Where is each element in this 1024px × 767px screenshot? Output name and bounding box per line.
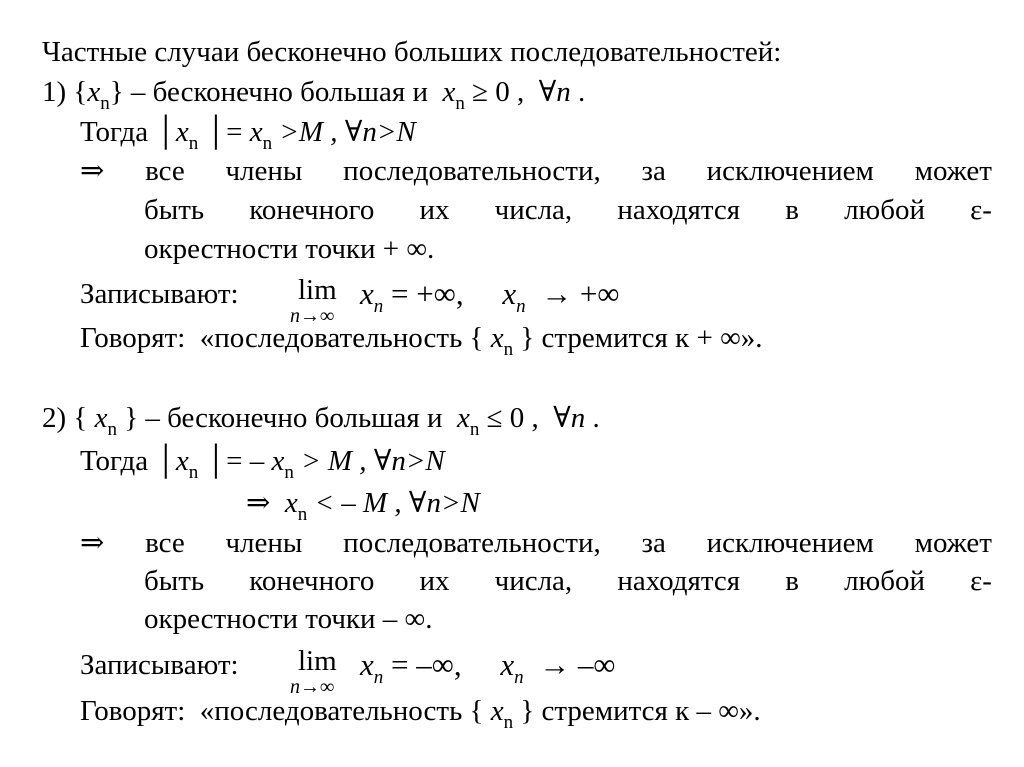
case2-lim-subscript: n→∞ [290,676,335,698]
case1-lim-subscript: n→∞ [290,305,335,327]
case1-conclusion-line3: окрестности точки + ∞. [144,233,435,265]
case1-saying: Говорят: «последовательность { $x_n$ } стремится к + ∞». [80,322,763,360]
case1-lim: lim [298,274,337,306]
case2-then-line: Тогда $│x_n$ │= – $x_n > M$ , ∀n>N [80,445,445,483]
case1-conclusion-line1: ⇒ все члены последовательности, за исключением может [80,155,992,187]
case1-notation-label: Записывают: [80,278,239,310]
case2-conclusion-line3: окрестности точки – ∞. [144,603,433,635]
page-title: Частные случаи бесконечно больших последовательностей: [42,36,782,68]
case2-formula: $x_n$ = –∞, $x_n$ → –∞ [360,647,616,688]
case1-then-line: Тогда $│x_n$ │= $x_n >M$ , ∀n>N [80,116,416,154]
case2-implies-line: ⇒ $x_n$ < – M , ∀n>N [246,487,480,525]
case2-saying: Говорят: «последовательность { $x_n$ } стремится к – ∞». [80,695,761,733]
implies-arrow: ⇒ [80,155,105,187]
case2-notation-label: Записывают: [80,649,239,681]
case2-lim: lim [298,645,337,677]
case1-conclusion-line2: быть конечного их числа, находятся в любой ε- [144,194,992,226]
case2-definition: 2) { $x_n$ } – бесконечно большая и $x_n \le 0$ , ∀n . [42,402,600,440]
case2-conclusion-line2: быть конечного их числа, находятся в любой ε- [144,565,992,597]
case1-formula: $x_n$ = +∞, $x_n$ → +∞ [360,276,620,317]
case2-conclusion-line1: ⇒ все члены последовательности, за исключением может [80,527,992,559]
case1-definition: 1) $\{x_n\}$ – бесконечно большая и $x_n \ge 0$ , ∀n . [42,76,586,114]
implies-arrow: ⇒ [80,527,105,559]
